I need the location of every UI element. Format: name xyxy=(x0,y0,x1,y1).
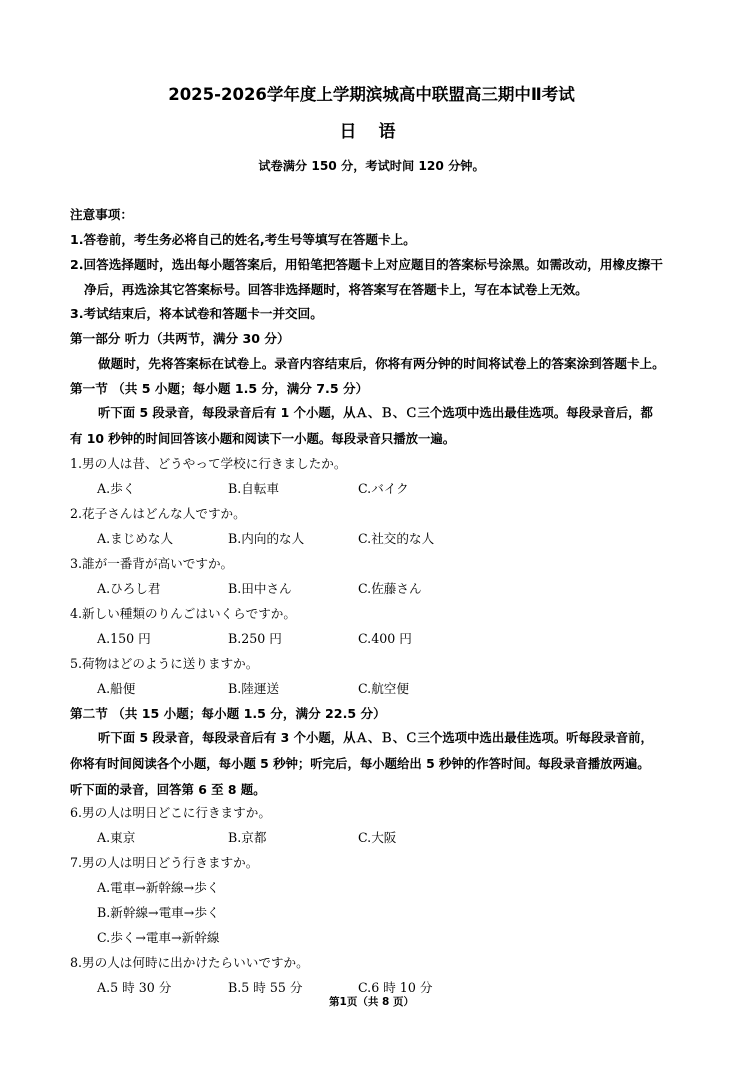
section1-instruction-line: 有 10 秒钟的时间回答该小题和阅读下一小题。每段录音只播放一遍。 xyxy=(70,431,456,446)
section2-instruction-line: 听下面 5 段录音，每段录音后有 3 个小题，从Ａ、Ｂ、Ｃ三个选项中选出最佳选项。听每段录音前， xyxy=(98,730,653,745)
question-4: 4.新しい種類のりんごはいくらですか。 xyxy=(70,606,296,621)
section1-instruction xyxy=(70,400,710,452)
option-6b: B.京都 xyxy=(228,830,267,845)
option-1b: B.自転車 xyxy=(228,481,280,496)
section1-heading: 第一节 （共 5 小题；每小题 1.5 分，满分 7.5 分） xyxy=(70,381,369,396)
question-3: 3.誰が一番背が高いですか。 xyxy=(70,556,234,571)
question-1: 1.男の人は昔、どうやって学校に行きましたか。 xyxy=(70,456,347,471)
exam-meta: 试卷满分 150 分，考试时间 120 分钟。 xyxy=(258,159,485,173)
option-5a: A.船便 xyxy=(97,681,136,696)
option-1c: C.バイク xyxy=(358,481,409,496)
section2-instruction-line: 听下面的录音，回答第 6 至 8 题。 xyxy=(70,782,266,797)
page-footer: 第1页（共 8 页） xyxy=(329,996,414,1008)
option-2a: A.まじめな人 xyxy=(97,531,174,546)
option-5c: C.航空便 xyxy=(358,681,409,696)
section2-instruction xyxy=(70,725,710,803)
option-3a: A.ひろし君 xyxy=(97,581,161,596)
section1-instruction-line: 听下面 5 段录音，每段录音后有 1 个小题，从Ａ、Ｂ、Ｃ三个选项中选出最佳选项。每段录音后，都 xyxy=(98,405,653,420)
option-4b: B.250 円 xyxy=(228,631,282,646)
option-8c: C.6 時 10 分 xyxy=(358,980,433,995)
option-8b: B.5 時 55 分 xyxy=(228,980,303,995)
question-7: 7.男の人は明日どう行きますか。 xyxy=(70,855,259,870)
part1-heading: 第一部分 听力（共两节，满分 30 分） xyxy=(70,331,290,346)
part1-instruction: 做题时，先将答案标在试卷上。录音内容结束后，你将有两分钟的时间将试卷上的答案涂到答题卡上。 xyxy=(98,356,665,371)
option-6a: A.東京 xyxy=(97,830,136,845)
notice-item-1: 1.答卷前，考生务必将自己的姓名,考生号等填写在答题卡上。 xyxy=(70,232,416,247)
notice-item-2: 2.回答选择题时，选出每小题答案后，用铅笔把答题卡上对应题目的答案标号涂黑。如需改动，用橡皮擦干 xyxy=(70,257,663,272)
option-5b: B.陸運送 xyxy=(228,681,280,696)
option-2b: B.内向的な人 xyxy=(228,531,305,546)
option-7a: A.電車→新幹線→歩く xyxy=(97,880,220,895)
option-3c: C.佐藤さん xyxy=(358,581,422,596)
question-8: 8.男の人は何時に出かけたらいいですか。 xyxy=(70,955,309,970)
option-7b: B.新幹線→電車→歩く xyxy=(97,905,220,920)
exam-title: 2025-2026学年度上学期滨城高中联盟高三期中Ⅱ考试 xyxy=(168,85,575,104)
question-6: 6.男の人は明日どこに行きますか。 xyxy=(70,805,271,820)
option-6c: C.大阪 xyxy=(358,830,397,845)
question-5: 5.荷物はどのように送りますか。 xyxy=(70,656,259,671)
option-1a: A.歩く xyxy=(97,481,136,496)
question-2: 2.花子さんはどんな人ですか。 xyxy=(70,506,246,521)
notice-heading: 注意事项： xyxy=(70,207,133,222)
option-4c: C.400 円 xyxy=(358,631,412,646)
option-7c: C.歩く→電車→新幹線 xyxy=(97,930,220,945)
notice-item-3: 3.考试结束后，将本试卷和答题卡一并交回。 xyxy=(70,306,323,321)
section2-instruction-line: 你将有时间阅读各个小题，每小题 5 秒钟；听完后，每小题给出 5 秒钟的作答时间。每段录音播放两遍。 xyxy=(70,756,650,771)
option-8a: A.5 時 30 分 xyxy=(97,980,172,995)
subject-title: 日 语 xyxy=(339,122,404,142)
option-4a: A.150 円 xyxy=(97,631,151,646)
notice-item-2-cont: 净后，再选涂其它答案标号。回答非选择题时，将答案写在答题卡上，写在本试卷上无效。 xyxy=(84,282,588,297)
option-3b: B.田中さん xyxy=(228,581,292,596)
section2-heading: 第二节 （共 15 小题；每小题 1.5 分，满分 22.5 分） xyxy=(70,706,386,721)
option-2c: C.社交的な人 xyxy=(358,531,435,546)
